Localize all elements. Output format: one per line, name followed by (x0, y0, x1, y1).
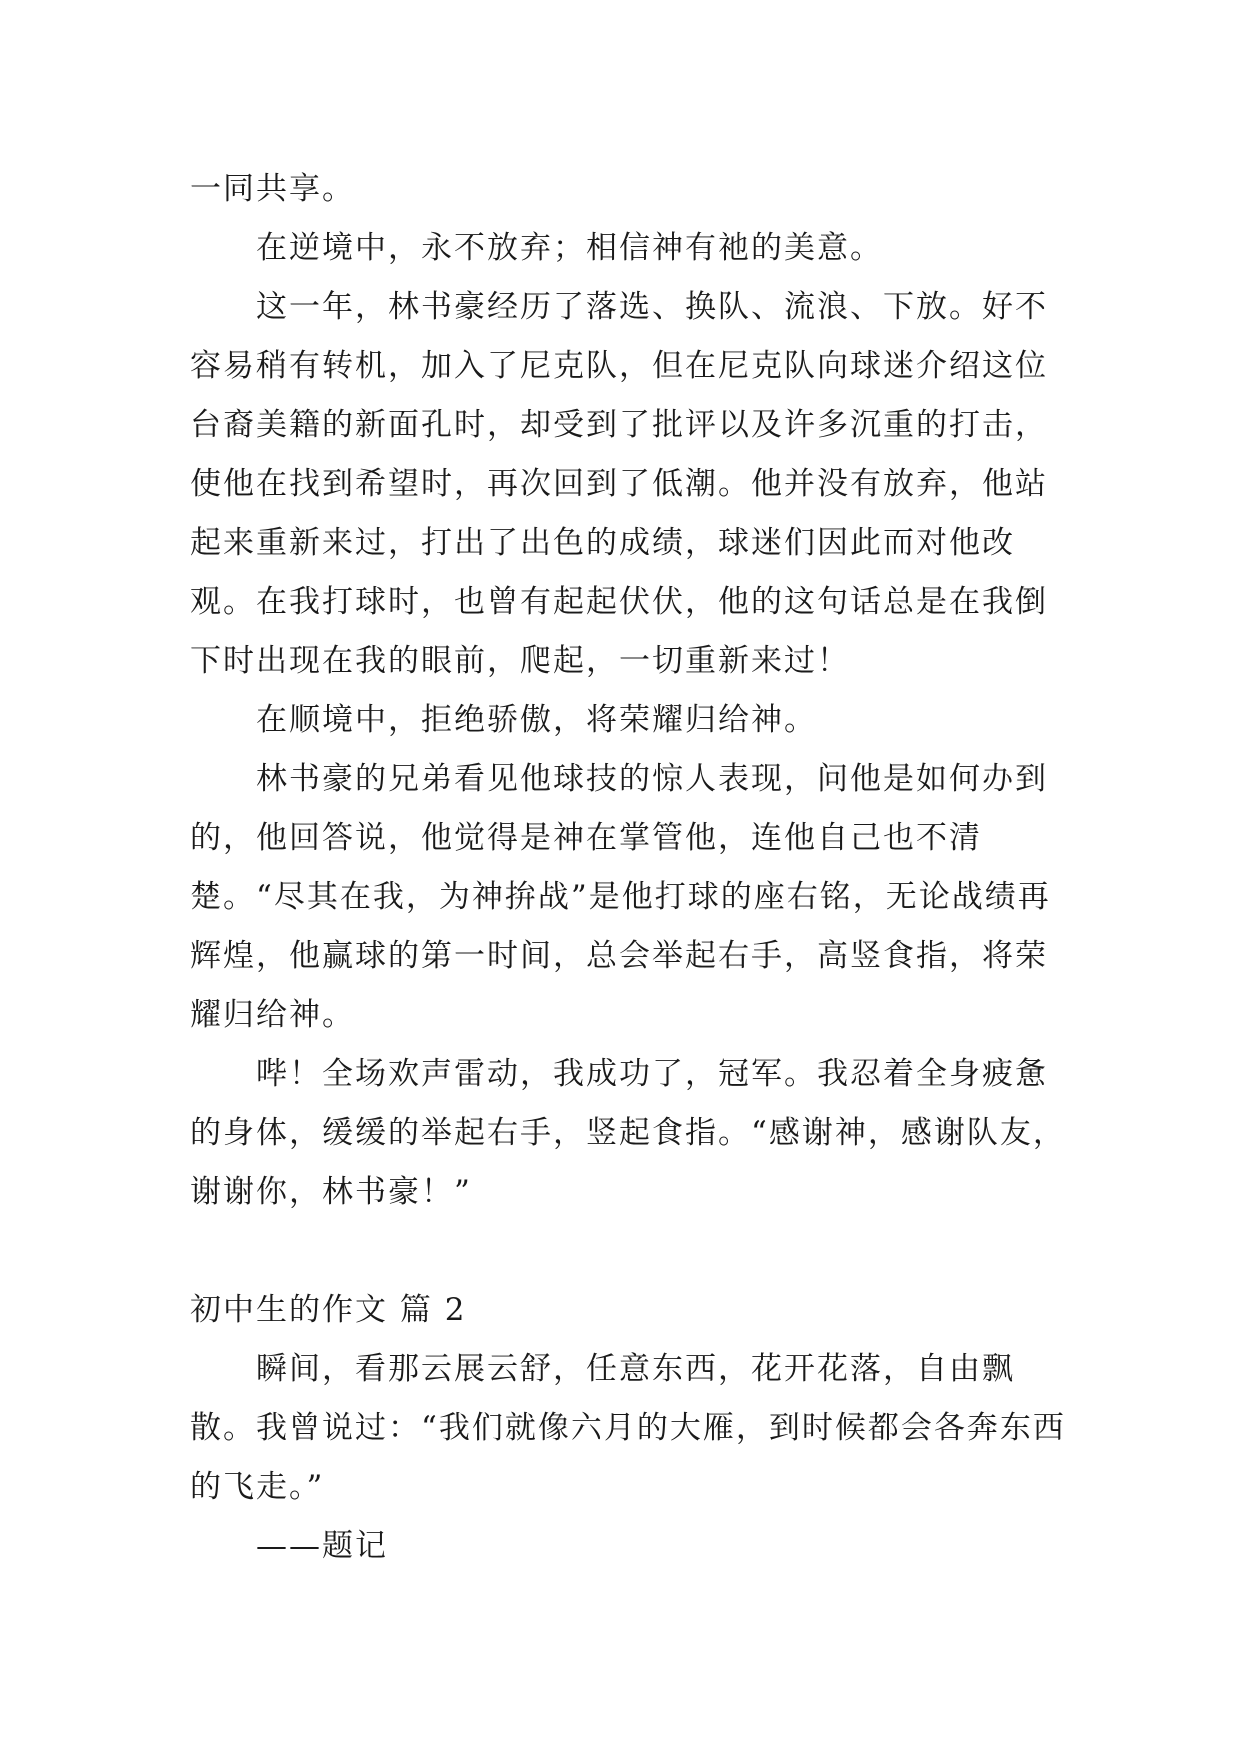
paragraph-conclusion: 哔！全场欢声雷动，我成功了，冠军。我忍着全身疲惫的身体，缓缓的举起右手，竖起食指。“感谢神，感谢队友，谢谢你，林书豪！” (190, 1056, 1066, 1210)
epigraph-attribution: ——题记 (256, 1528, 388, 1564)
document-body (190, 160, 1070, 1576)
paragraph-prosperity-story: 林书豪的兄弟看见他球技的惊人表现，问他是如何办到的，他回答说，他觉得是神在掌管他，连他自己也不清楚。“尽其在我，为神拚战”是他打球的座右铭，无论战绩再辉煌，他赢球的第一时间，总会举起右手，高竖食指，将荣耀归给神。 (190, 761, 1051, 1033)
paragraph-continuation: 一同共享。 (190, 171, 355, 207)
section-spacer (190, 1222, 1070, 1281)
paragraph-prosperity-heading: 在顺境中，拒绝骄傲，将荣耀归给神。 (256, 702, 817, 738)
section-title: 初中生的作文 篇 2 (190, 1292, 467, 1328)
paragraph-adversity-story: 这一年，林书豪经历了落选、换队、流浪、下放。好不容易稍有转机，加入了尼克队，但在尼克队向球迷介绍这位台裔美籍的新面孔时，却受到了批评以及许多沉重的打击，使他在找到希望时，再次回到了低潮。他并没有放弃，他站起来重新来过，打出了出色的成绩，球迷们因此而对他改观。在我打球时，也曾有起起伏伏，他的这句话总是在我倒下时出现在我的眼前，爬起，一切重新来过！ (190, 289, 1048, 679)
paragraph-adversity-heading: 在逆境中，永不放弃；相信神有祂的美意。 (256, 230, 883, 266)
section-paragraph-epigraph: 瞬间，看那云展云舒，任意东西，花开花落，自由飘散。我曾说过：“我们就像六月的大雁，到时候都会各奔东西的飞走。” (190, 1351, 1066, 1505)
